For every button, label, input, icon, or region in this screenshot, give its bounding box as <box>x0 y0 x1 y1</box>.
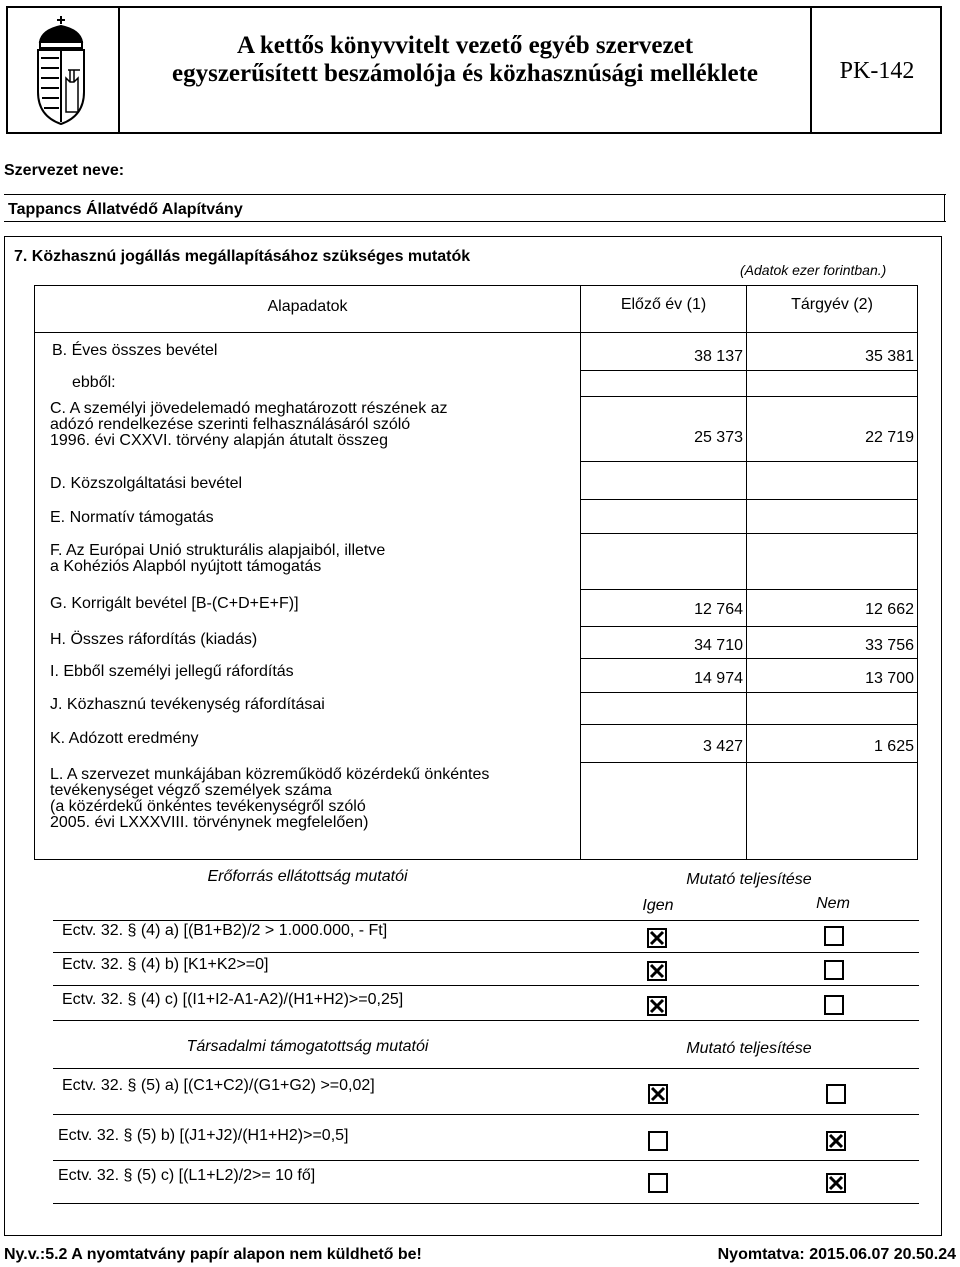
resource-c-no-checkbox[interactable] <box>824 995 844 1015</box>
row-l-line4: 2005. évi LXXXVIII. törvénynek megfelelően) <box>50 814 369 831</box>
row-b-curr: 35 381 <box>865 348 914 365</box>
row-c-line3: 1996. évi CXXVI. törvény alapján átutalt összeg <box>50 432 388 449</box>
row-g-curr: 12 662 <box>865 601 914 618</box>
row-c-curr: 22 719 <box>865 429 914 446</box>
row-c-label <box>50 401 448 449</box>
form-title <box>120 32 810 88</box>
form-title-line1: A kettős könyvvitelt vezető egyéb szervezet <box>236 32 694 59</box>
row-k-curr: 1 625 <box>873 738 914 755</box>
row-l-line3: (a közérdekű önkéntes tevékenységről szóló <box>50 798 366 815</box>
social-b-no-checkbox[interactable] <box>826 1131 846 1151</box>
row-b-label: B. Éves összes bevétel <box>52 342 218 359</box>
social-item-b-label: Ectv. 32. § (5) b) [(J1+J2)/(H1+H2)>=0,5] <box>58 1127 349 1144</box>
check-x-icon <box>649 998 665 1014</box>
form-code: PK-142 <box>839 58 915 84</box>
row-i-prev: 14 974 <box>694 670 743 687</box>
social-c-no-checkbox[interactable] <box>826 1173 846 1193</box>
form-title-line2: egyszerűsített beszámolója és közhasznúsági melléklete <box>172 60 758 87</box>
row-f-line2: a Kohéziós Alapból nyújtott támogatás <box>50 558 322 575</box>
resources-title: Erőforrás ellátottság mutatói <box>207 868 408 885</box>
social-b-yes-checkbox[interactable] <box>648 1131 668 1151</box>
check-x-icon <box>650 1086 666 1102</box>
row-f-label <box>50 543 385 575</box>
row-g-prev: 12 764 <box>694 601 743 618</box>
check-x-icon <box>649 963 665 979</box>
row-h-prev: 34 710 <box>694 637 743 654</box>
section-title: 7. Közhasznú jogállás megállapításához szükséges mutatók <box>14 248 471 265</box>
row-j-label: J. Közhasznú tevékenység ráfordításai <box>50 696 325 713</box>
resource-c-yes-checkbox[interactable] <box>647 996 667 1016</box>
resource-item-c-label: Ectv. 32. § (4) c) [(I1+I2-A1-A2)/(H1+H2)>=0,25] <box>62 991 404 1008</box>
check-x-icon <box>649 930 665 946</box>
row-b-prev: 38 137 <box>694 348 743 365</box>
row-c-prev: 25 373 <box>694 429 743 446</box>
row-i-label: I. Ebből személyi jellegű ráfordítás <box>50 663 294 680</box>
resources-fulfil-title: Mutató teljesítése <box>686 871 812 888</box>
yes-label: Igen <box>642 897 674 914</box>
row-l-label <box>50 767 489 831</box>
check-x-icon <box>828 1133 844 1149</box>
org-name: Tappancs Állatvédő Alapítvány <box>8 201 243 218</box>
row-i-curr: 13 700 <box>865 670 914 687</box>
row-k-prev: 3 427 <box>702 738 743 755</box>
social-a-no-checkbox[interactable] <box>826 1084 846 1104</box>
footer-printed: Nyomtatva: 2015.06.07 20.50.24 <box>717 1246 956 1263</box>
row-l-line2: tevékenységet végző személyek száma <box>50 782 332 799</box>
social-item-a-label: Ectv. 32. § (5) a) [(C1+C2)/(G1+G2) >=0,02] <box>62 1077 375 1094</box>
col-header-prev: Előző év (1) <box>620 296 707 313</box>
social-title: Társadalmi támogatottság mutatói <box>186 1038 429 1055</box>
row-k-label: K. Adózott eredmény <box>50 730 199 747</box>
footer-note: Ny.v.:5.2 A nyomtatvány papír alapon nem küldhető be! <box>4 1246 422 1263</box>
coat-of-arms-icon <box>30 12 92 130</box>
row-c-line1: C. A személyi jövedelemadó meghatározott részének az <box>50 400 448 417</box>
row-l-line1: L. A szervezet munkájában közreműködő közérdekű önkéntes <box>50 766 490 783</box>
row-d-label: D. Közszolgáltatási bevétel <box>50 475 243 492</box>
col-header-curr: Tárgyév (2) <box>791 296 873 313</box>
row-c-line2: adózó rendelkezése szerinti felhasználásáról szóló <box>50 416 411 433</box>
row-h-label: H. Összes ráfordítás (kiadás) <box>50 631 258 648</box>
social-a-yes-checkbox[interactable] <box>648 1084 668 1104</box>
resource-item-a-label: Ectv. 32. § (4) a) [(B1+B2)/2 > 1.000.000, - Ft] <box>62 922 388 939</box>
col-header-base: Alapadatok <box>267 298 348 315</box>
resource-b-no-checkbox[interactable] <box>824 960 844 980</box>
row-g-label: G. Korrigált bevétel [B-(C+D+E+F)] <box>50 595 299 612</box>
row-e-label: E. Normatív támogatás <box>50 509 214 526</box>
org-name-label: Szervezet neve: <box>4 162 125 179</box>
social-item-c-label: Ectv. 32. § (5) c) [(L1+L2)/2>= 10 fő] <box>58 1167 316 1184</box>
resource-a-yes-checkbox[interactable] <box>647 928 667 948</box>
resource-item-b-label: Ectv. 32. § (4) b) [K1+K2>=0] <box>62 956 269 973</box>
social-c-yes-checkbox[interactable] <box>648 1173 668 1193</box>
check-x-icon <box>828 1175 844 1191</box>
row-h-curr: 33 756 <box>865 637 914 654</box>
no-label: Nem <box>816 895 850 912</box>
row-f-line1: F. Az Európai Unió strukturális alapjaiból, illetve <box>50 542 386 559</box>
unit-note: (Adatok ezer forintban.) <box>740 262 887 278</box>
resource-a-no-checkbox[interactable] <box>824 926 844 946</box>
row-ebbol-label: ebből: <box>72 374 116 391</box>
resource-b-yes-checkbox[interactable] <box>647 961 667 981</box>
social-fulfil-title: Mutató teljesítése <box>686 1040 812 1057</box>
